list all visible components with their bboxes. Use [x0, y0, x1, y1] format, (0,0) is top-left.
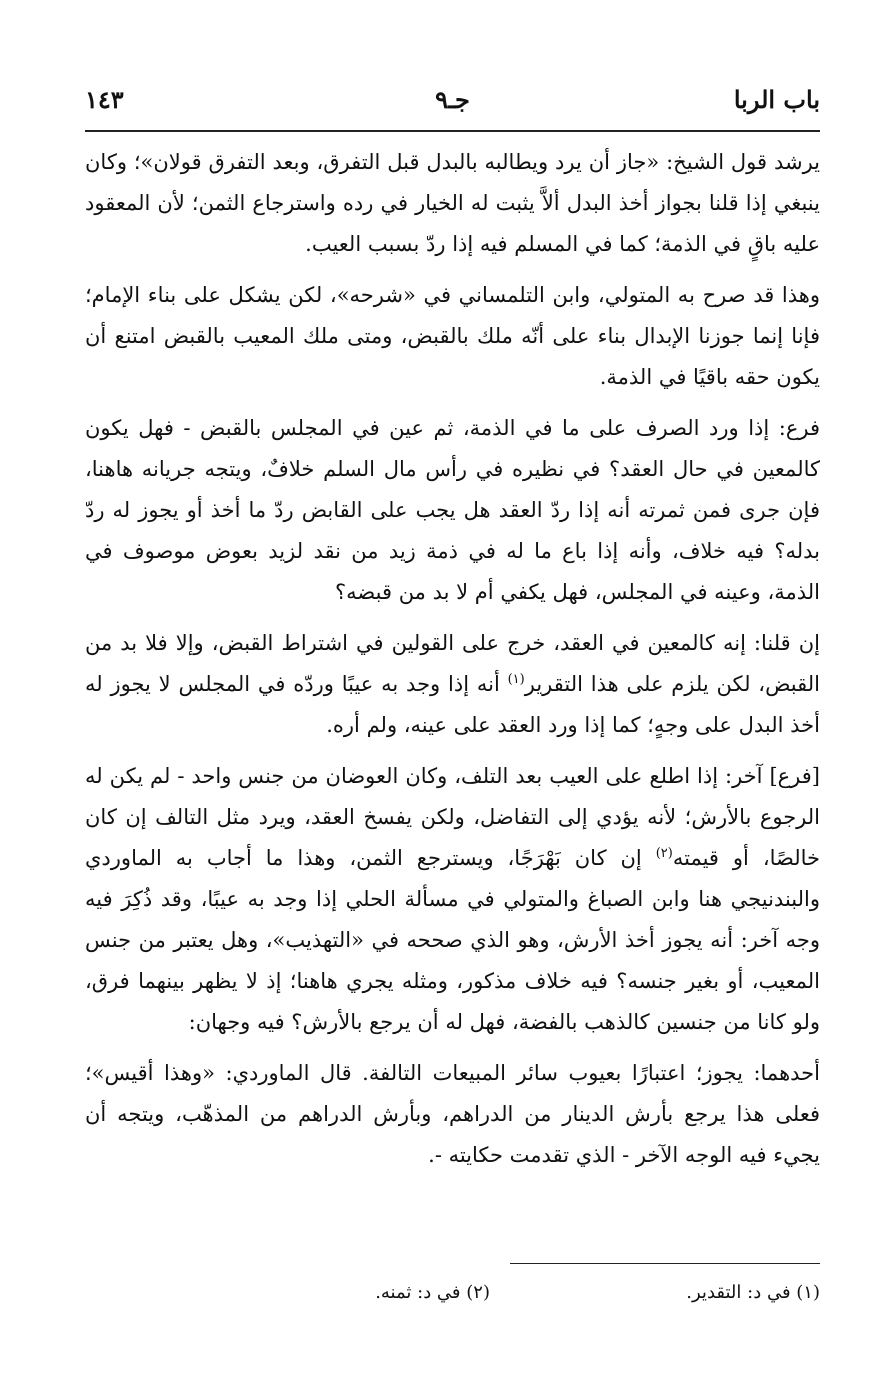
header-divider — [85, 130, 820, 132]
footnote-1: (١) في د: التقدير. — [686, 1282, 820, 1303]
paragraph-2: وهذا قد صرح به المتولي، وابن التلمساني في «شرحه»، لكن يشكل على بناء الإمام؛ فإنا إنما جوزنا الإبدال بناء على أنّه ملك بالقبض، ومتى ملك المعيب بالقبض امتنع أن يكون حقه باقيًا في الذمة. — [85, 283, 820, 389]
footnote-2: (٢) في د: ثمنه. — [375, 1282, 490, 1303]
paragraph-3: فرع: إذا ورد الصرف على ما في الذمة، ثم عين في المجلس بالقبض - فهل يكون كالمعين في حال العقد؟ في نظيره في رأس مال السلم خلافٌ، ويتجه جريانه هاهنا، فإن جرى فمن ثمرته أنه إذا ردّ العقد هل يجب على القابض ردّ ما أخذ أو يجوز له ردّ بدله؟ فيه خلاف، وأنه إذا باع ما له في ذمة زيد من نقد لزيد بعوض موصوف في الذمة، وعينه في المجلس، فهل يكفي أم لا بد من قبضه؟ — [85, 416, 820, 604]
main-text — [85, 142, 820, 1186]
page-number: ١٤٣ — [85, 85, 124, 114]
footnote-ref-1: (١) — [507, 672, 525, 687]
paragraph-6: أحدهما: يجوز؛ اعتبارًا بعيوب سائر المبيعات التالفة. قال الماوردي: «وهذا أقيس»؛ فعلى هذا يرجع بأرش الدينار من الدراهم، وبأرش الدراهم من المذهّب، ويتجه أن يجيء فيه الوجه الآخر - الذي تقدمت حكايته -. — [85, 1061, 820, 1167]
paragraph-5-text-a: [فرع] آخر: إذا اطلع على العيب بعد التلف، وكان العوضان من جنس واحد - لم يكن له الرجوع بالأرش؛ لأنه يؤدي إلى التفاضل، ولكن يفسخ العقد، ويرد مثل التالف إن كان خالصًا، أو قيمته — [85, 764, 820, 870]
footnote-ref-2: (٢) — [655, 846, 673, 861]
page-header — [85, 80, 820, 120]
footnote-divider — [510, 1263, 820, 1264]
paragraph-4 — [85, 623, 820, 746]
paragraph-5 — [85, 756, 820, 1043]
footnotes — [85, 1275, 820, 1311]
chapter-title: باب الربا — [733, 85, 820, 114]
paragraph-4-text-b: أنه إذا وجد به عيبًا وردّه في المجلس لا يجوز له أخذ البدل على وجهٍ؛ كما إذا ورد العقد على عينه، ولم أره. — [85, 672, 820, 737]
paragraph-1: يرشد قول الشيخ: «جاز أن يرد ويطالبه بالبدل قبل التفرق، وبعد التفرق قولان»؛ وكان ينبغي إذا قلنا بجواز أخذ البدل ألاَّ يثبت له الخيار في رده واسترجاع الثمن؛ لأن المعقود عليه باقٍ في الذمة؛ كما في المسلم فيه إذا ردّ بسبب العيب. — [85, 150, 820, 256]
paragraph-4-text-a: إن قلنا: إنه كالمعين في العقد، خرج على القولين في اشتراط القبض، وإلا فلا بد من القبض، لكن يلزم على هذا التقرير — [85, 631, 820, 696]
volume-label: جـ٩ — [435, 85, 470, 114]
paragraph-5-text-b: إن كان بَهْرَجًا، ويسترجع الثمن، وهذا ما أجاب به الماوردي والبندنيجي هنا وابن الصباغ والمتولي في مسألة الحلي إذا وجد به عيبًا، وقد ذُكِرَ فيه وجه آخر: أنه يجوز أخذ الأرش، وهو الذي صححه في «التهذيب»، وهل يعتبر من جنس المعيب، أو بغير جنسه؟ فيه خلاف مذكور، ومثله يجري هاهنا؛ إذ لا يظهر بينهما فرق، ولو كانا من جنسين كالذهب بالفضة، فهل له أن يرجع بالأرش؟ فيه وجهان: — [85, 846, 820, 1034]
